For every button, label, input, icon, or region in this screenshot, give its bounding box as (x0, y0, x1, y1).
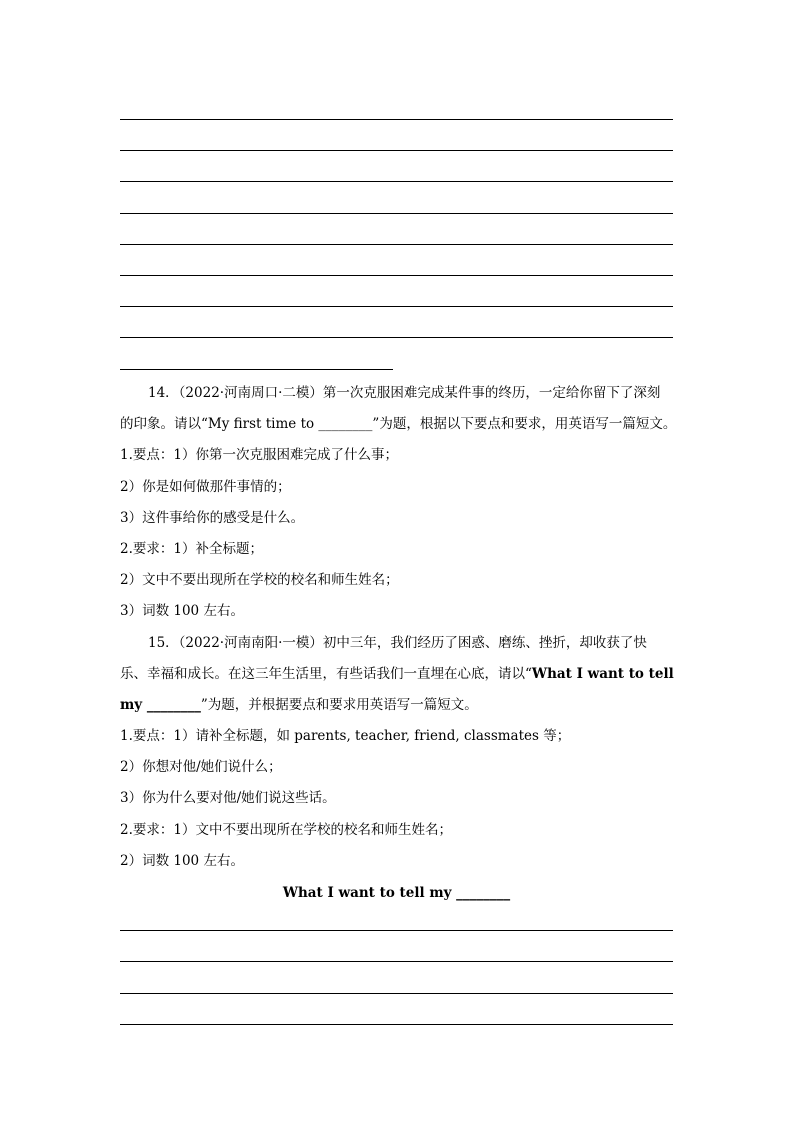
q15-line-3 (120, 695, 680, 715)
q14-req-3: 3）词数 100 左右。 (120, 603, 244, 619)
q14-req-1: 2.要求：1）补全标题； (120, 541, 263, 557)
answer-line (120, 306, 673, 307)
answer-line (120, 150, 673, 151)
q15-req-2: 2）词数 100 左右。 (120, 853, 244, 869)
q14-req-2: 2）文中不要出现所在学校的校名和师生姓名； (120, 572, 399, 588)
q14-point-1: 1.要点：1）你第一次克服困难完成了什么事； (120, 447, 398, 463)
q15-line-3-text: ”为题，并根据要点和要求用英语写一篇短文。 (200, 697, 478, 713)
answer-line (120, 337, 673, 338)
q15-title-part-2: my ________ (120, 697, 201, 713)
q15-req-1: 2.要求：1）文中不要出现所在学校的校名和师生姓名； (120, 822, 452, 838)
answer-line (120, 244, 673, 245)
answer-line (120, 213, 673, 214)
q15-point-2: 2）你想对他/她们说什么； (120, 759, 282, 775)
answer-line (120, 181, 673, 182)
essay-title: What I want to tell my ________ (282, 885, 511, 901)
q15-point-3: 3）你为什么要对他/她们说这些话。 (120, 790, 336, 806)
answer-line-short (120, 369, 393, 370)
answer-line (120, 1024, 673, 1025)
q14-line-1: 14．（2022·河南周口·二模）第一次克服困难完成某件事的终历，一定给你留下了深刻 (148, 385, 661, 401)
answer-line (120, 993, 673, 994)
answer-line (120, 930, 673, 931)
q15-title-part-1: What I want to tell (531, 666, 674, 682)
q15-line-2 (120, 664, 680, 684)
q15-point-1: 1.要点：1）请补全标题，如 parents, teacher, friend, classmates 等； (120, 728, 571, 744)
q15-line-1: 15．（2022·河南南阳·一模）初中三年，我们经历了困惑、磨练、挫折，却收获了快 (148, 635, 647, 651)
q14-point-2: 2）你是如何做那件事情的； (120, 479, 291, 495)
q14-line-2: 的印象。请以“My first time to ________”为题，根据以下要点和要求，用英语写一篇短文。 (120, 416, 677, 432)
q14-point-3: 3）这件事给你的感受是什么。 (120, 510, 305, 526)
answer-line (120, 275, 673, 276)
answer-line (120, 961, 673, 962)
answer-line (120, 119, 673, 120)
q15-line-2-text: 乐、幸福和成长。在这三年生活里，有些话我们一直埋在心底，请以“ (120, 666, 532, 682)
